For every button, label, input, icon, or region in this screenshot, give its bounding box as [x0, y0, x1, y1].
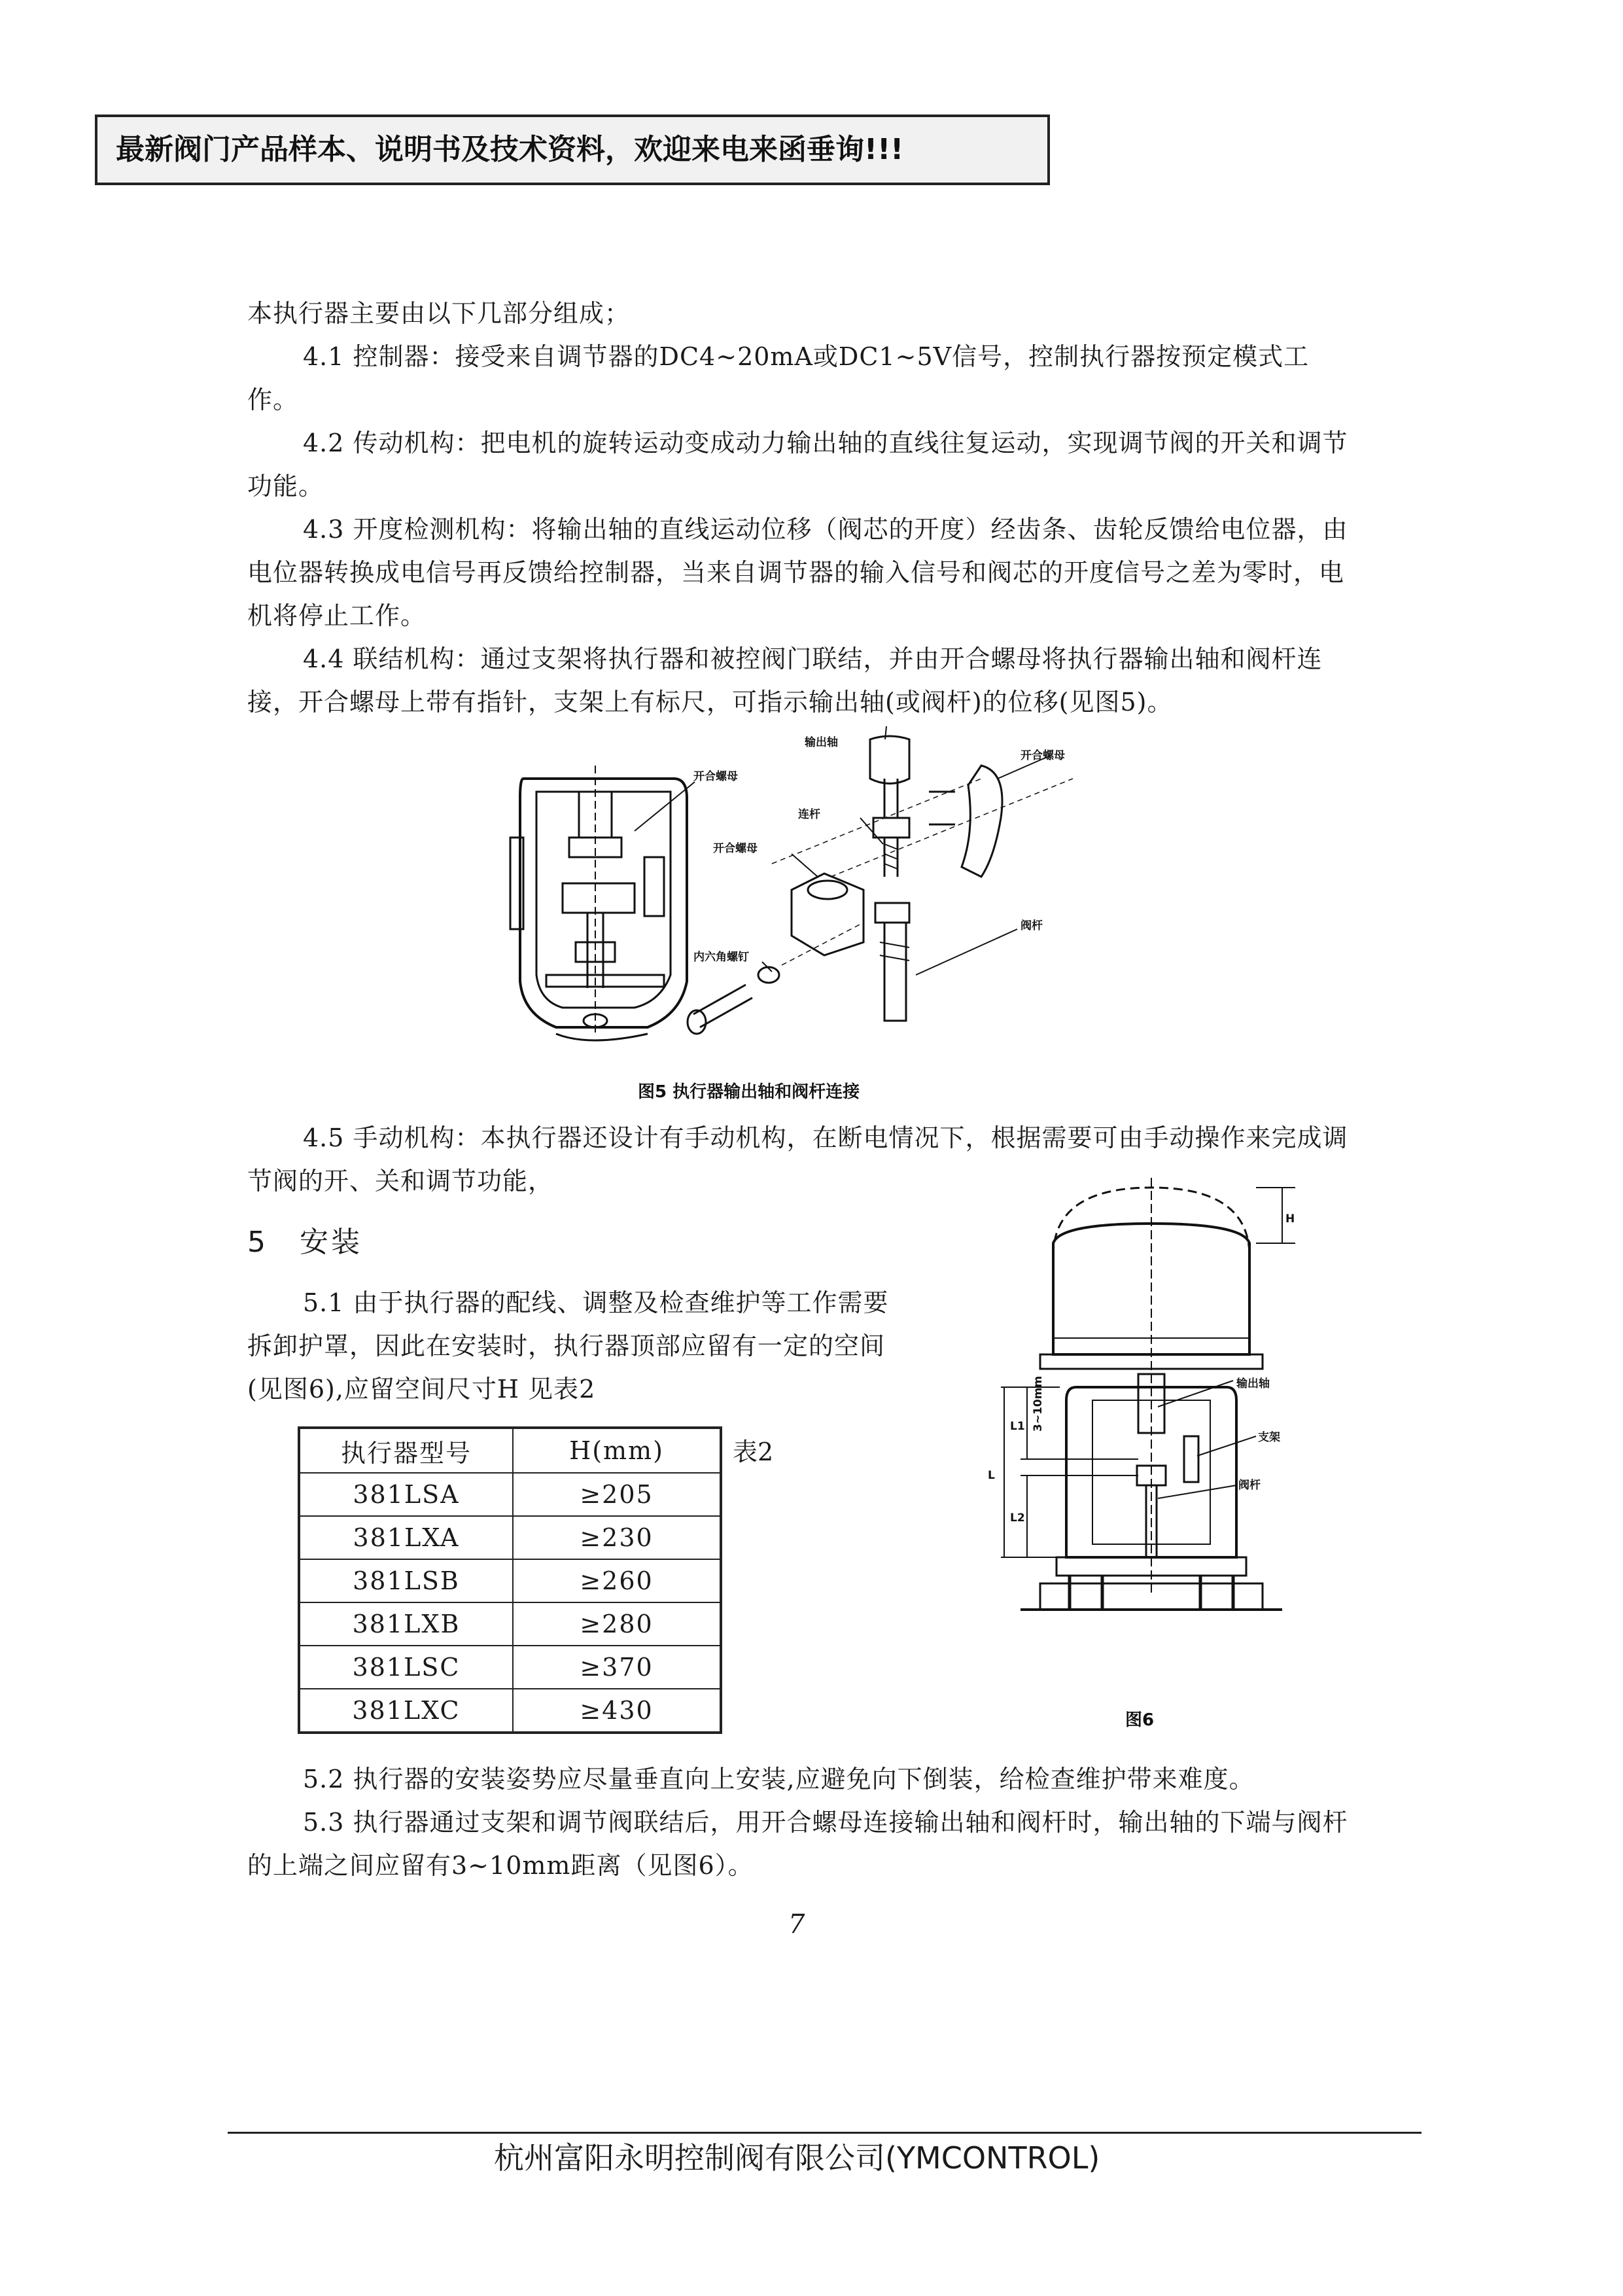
output-shaft-exploded — [870, 736, 909, 784]
split-nut-mid — [792, 874, 864, 955]
fig6-label-valve-stem: 阀杆 — [1238, 1479, 1261, 1492]
fig6-dim-L2: L2 — [1010, 1511, 1025, 1525]
table-header: H(mm) — [513, 1428, 721, 1473]
footer-rule — [228, 2132, 1422, 2134]
table-row — [299, 1473, 721, 1516]
fig5-caption: 图5 执行器输出轴和阀杆连接 — [638, 1082, 860, 1102]
table-cell: ≥430 — [513, 1689, 721, 1733]
fig6-dim-L: L — [988, 1469, 995, 1482]
fig5-label-hex-screw: 内六角螺钉 — [693, 951, 749, 964]
table-row — [299, 1516, 721, 1559]
table-cell: 381LXC — [299, 1689, 513, 1733]
fig5-label-valve-stem: 阀杆 — [1021, 919, 1043, 932]
scale-shape — [644, 857, 664, 916]
valve-stem-exploded — [884, 923, 906, 1021]
table-2-label: 表2 — [733, 1438, 774, 1466]
item-5-2: 5.2 执行器的安装姿势应尽量垂直向上安装,应避免向下倒装，给检查维护带来难度。 — [303, 1765, 1255, 1793]
table-cell: 381LSC — [299, 1646, 513, 1689]
fig6-dim-L1: L1 — [1010, 1420, 1025, 1433]
fig6-dim-H: H — [1285, 1212, 1295, 1226]
table-cell: ≥230 — [513, 1516, 721, 1559]
fig6-caption: 图6 — [1125, 1710, 1155, 1730]
section-title: 安装 — [300, 1226, 362, 1259]
fig5-label-nut-left: 开合螺母 — [693, 770, 738, 783]
table-header: 执行器型号 — [299, 1428, 513, 1473]
banner: 最新阀门产品样本、说明书及技术资料，欢迎来电来函垂询!!! — [95, 115, 1050, 185]
item-4-4: 4.4 联结机构：通过支架将执行器和被控阀门联结，并由开合螺母将执行器输出轴和阀杆连接，开合螺母上带有指针，支架上有标尺，可指示输出轴(或阀杆)的位移(见图5)。 — [247, 645, 1323, 716]
table-row — [299, 1602, 721, 1646]
split-nut-shape — [563, 883, 635, 913]
fig6-dim-gap: 3~10mm — [1032, 1375, 1045, 1432]
table-cell: 381LXB — [299, 1602, 513, 1646]
fig5-label-nut-mid: 开合螺母 — [713, 842, 758, 855]
figure-6 — [968, 1178, 1295, 1734]
intro-text: 本执行器主要由以下几部分组成； — [247, 299, 631, 328]
fig6-label-output-shaft: 输出轴 — [1236, 1377, 1270, 1390]
table-cell: ≥205 — [513, 1473, 721, 1516]
table-row — [299, 1559, 721, 1602]
item-5-1: 5.1 由于执行器的配线、调整及检查维护等工作需要拆卸护罩，因此在安装时，执行器顶部应留有一定的空间(见图6),应留空间尺寸H 见表2 — [247, 1288, 889, 1404]
item-4-5: 4.5 手动机构：本执行器还设计有手动机构，在断电情况下，根据需要可由手动操作来完成调节阀的开、关和调节功能， — [247, 1123, 1348, 1195]
table-cell: 381LSB — [299, 1559, 513, 1602]
table-header-row — [299, 1428, 721, 1473]
item-5-3: 5.3 执行器通过支架和调节阀联结后，用开合螺母连接输出轴和阀杆时，输出轴的下端与阀杆的上端之间应留有3~10mm距离（见图6）。 — [247, 1808, 1348, 1880]
fig5-label-link-rod: 连杆 — [798, 808, 820, 821]
table-cell: 381LSA — [299, 1473, 513, 1516]
fig5-label-nut-right: 开合螺母 — [1021, 749, 1065, 762]
table-2 — [298, 1426, 722, 1734]
item-4-2: 4.2 传动机构：把电机的旋转运动变成动力输出轴的直线往复运动，实现调节阀的开关和调节功能。 — [247, 429, 1348, 501]
section-number: 5 — [247, 1226, 268, 1259]
table-row — [299, 1689, 721, 1733]
section-5-heading — [247, 1218, 362, 1260]
table-cell: ≥260 — [513, 1559, 721, 1602]
footer-company: 杭州富阳永明控制阀有限公司(YMCONTROL) — [494, 2140, 1100, 2176]
item-4-1: 4.1 控制器：接受来自调节器的DC4~20mA或DC1~5V信号，控制执行器按预定模式工作。 — [247, 342, 1310, 414]
hex-screw — [693, 985, 752, 1027]
figure-5 — [484, 726, 1164, 1080]
page-number: 7 — [788, 1909, 805, 1939]
fig6-label-bracket: 支架 — [1258, 1431, 1280, 1444]
item-4-3: 4.3 开度检测机构：将输出轴的直线运动位移（阀芯的开度）经齿条、齿轮反馈给电位器，由电位器转换成电信号再反馈给控制器，当来自调节器的输入信号和阀芯的开度信号之差为零时，电机将停止工作。 — [247, 515, 1348, 630]
table-cell: 381LXA — [299, 1516, 513, 1559]
table-row — [299, 1646, 721, 1689]
table-cell: ≥280 — [513, 1602, 721, 1646]
table-cell: ≥370 — [513, 1646, 721, 1689]
fig5-label-output-shaft: 输出轴 — [805, 736, 838, 749]
